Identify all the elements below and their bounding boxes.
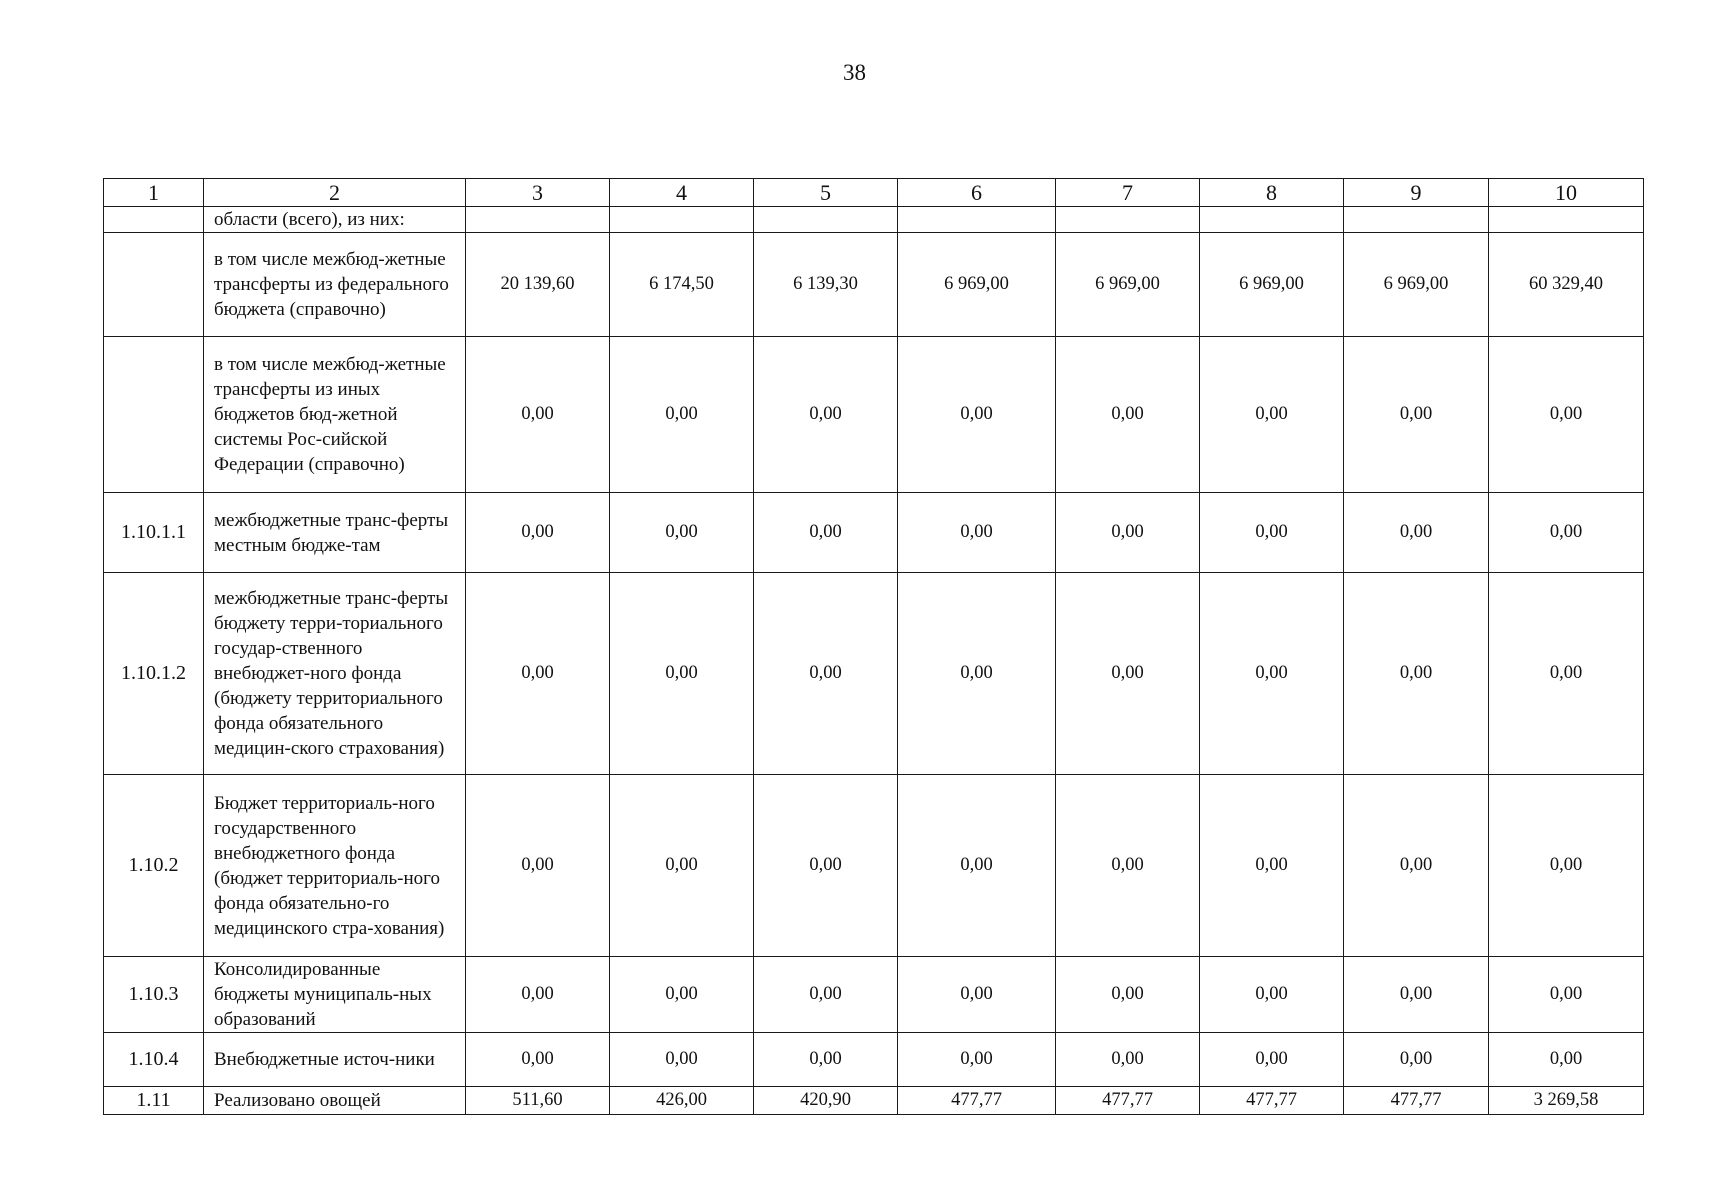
column-header: 1 (104, 179, 204, 207)
value-cell: 511,60 (466, 1087, 610, 1115)
row-description: межбюджетные транс-ферты бюджету терри-ториального государ-ственного внебюджет-ного фонда (бюджету территориального фонда обязательного медицин-ского страхования) (204, 573, 466, 775)
value-cell: 0,00 (898, 493, 1056, 573)
value-cell: 0,00 (1200, 775, 1344, 957)
value-cell: 0,00 (466, 337, 610, 493)
value-cell: 0,00 (1200, 337, 1344, 493)
value-cell: 477,77 (1200, 1087, 1344, 1115)
value-cell: 0,00 (1056, 493, 1200, 573)
table-row (104, 957, 1644, 1033)
column-header: 7 (1056, 179, 1200, 207)
value-cell: 0,00 (754, 775, 898, 957)
value-cell: 6 139,30 (754, 233, 898, 337)
value-cell: 0,00 (466, 957, 610, 1033)
table-row (104, 1033, 1644, 1087)
value-cell: 0,00 (1344, 775, 1489, 957)
column-header: 9 (1344, 179, 1489, 207)
row-description: Реализовано овощей (204, 1087, 466, 1115)
column-header: 5 (754, 179, 898, 207)
value-cell: 0,00 (1489, 775, 1644, 957)
row-code (104, 207, 204, 233)
value-cell: 0,00 (1056, 573, 1200, 775)
value-cell: 0,00 (1056, 1033, 1200, 1087)
value-cell: 0,00 (610, 775, 754, 957)
value-cell: 0,00 (754, 957, 898, 1033)
value-cell: 0,00 (898, 337, 1056, 493)
value-cell: 420,90 (754, 1087, 898, 1115)
row-code: 1.10.3 (104, 957, 204, 1033)
row-description: Бюджет территориаль-ного государственного внебюджетного фонда (бюджет территориаль-ного фонда обязательно-го медицинского стра-хования) (204, 775, 466, 957)
row-description: межбюджетные транс-ферты местным бюдже-там (204, 493, 466, 573)
value-cell: 0,00 (610, 337, 754, 493)
header-row (104, 179, 1644, 207)
row-code: 1.10.4 (104, 1033, 204, 1087)
row-code: 1.10.2 (104, 775, 204, 957)
value-cell: 60 329,40 (1489, 233, 1644, 337)
row-code: 1.10.1.2 (104, 573, 204, 775)
table-row (104, 775, 1644, 957)
value-cell (1344, 207, 1489, 233)
row-code (104, 233, 204, 337)
value-cell: 0,00 (610, 493, 754, 573)
value-cell: 3 269,58 (1489, 1087, 1644, 1115)
value-cell: 0,00 (1489, 337, 1644, 493)
value-cell: 0,00 (466, 1033, 610, 1087)
value-cell: 0,00 (1200, 957, 1344, 1033)
row-description: Внебюджетные источ-ники (204, 1033, 466, 1087)
value-cell: 0,00 (1489, 493, 1644, 573)
value-cell: 0,00 (1489, 573, 1644, 775)
column-header: 8 (1200, 179, 1344, 207)
row-description: Консолидированные бюджеты муниципаль-ных образований (204, 957, 466, 1033)
value-cell: 0,00 (610, 957, 754, 1033)
row-code (104, 337, 204, 493)
column-header: 2 (204, 179, 466, 207)
column-header: 3 (466, 179, 610, 207)
value-cell: 6 969,00 (898, 233, 1056, 337)
value-cell: 0,00 (466, 775, 610, 957)
value-cell: 0,00 (1200, 493, 1344, 573)
row-description: области (всего), из них: (204, 207, 466, 233)
row-description: в том числе межбюд-жетные трансферты из федерального бюджета (справочно) (204, 233, 466, 337)
value-cell: 6 969,00 (1344, 233, 1489, 337)
value-cell: 477,77 (1344, 1087, 1489, 1115)
value-cell (1489, 207, 1644, 233)
value-cell: 20 139,60 (466, 233, 610, 337)
value-cell: 0,00 (1056, 775, 1200, 957)
value-cell: 0,00 (466, 493, 610, 573)
value-cell: 0,00 (1344, 573, 1489, 775)
value-cell: 0,00 (610, 573, 754, 775)
value-cell: 0,00 (1489, 957, 1644, 1033)
row-code: 1.11 (104, 1087, 204, 1115)
value-cell: 0,00 (1056, 337, 1200, 493)
value-cell: 0,00 (898, 1033, 1056, 1087)
value-cell: 0,00 (1344, 957, 1489, 1033)
value-cell: 0,00 (898, 775, 1056, 957)
value-cell: 6 969,00 (1200, 233, 1344, 337)
value-cell: 0,00 (754, 337, 898, 493)
value-cell: 6 969,00 (1056, 233, 1200, 337)
value-cell (466, 207, 610, 233)
value-cell (1200, 207, 1344, 233)
table-row (104, 493, 1644, 573)
table-row (104, 337, 1644, 493)
row-description: в том числе межбюд-жетные трансферты из иных бюджетов бюд-жетной системы Рос-сийской Федерации (справочно) (204, 337, 466, 493)
value-cell: 426,00 (610, 1087, 754, 1115)
value-cell (610, 207, 754, 233)
value-cell (898, 207, 1056, 233)
table-row (104, 1087, 1644, 1115)
value-cell: 0,00 (610, 1033, 754, 1087)
value-cell: 0,00 (1344, 1033, 1489, 1087)
value-cell: 0,00 (898, 573, 1056, 775)
table-row (104, 573, 1644, 775)
row-code: 1.10.1.1 (104, 493, 204, 573)
value-cell: 0,00 (1200, 573, 1344, 775)
value-cell: 0,00 (1344, 337, 1489, 493)
value-cell: 0,00 (1200, 1033, 1344, 1087)
value-cell: 6 174,50 (610, 233, 754, 337)
table-row (104, 233, 1644, 337)
value-cell (754, 207, 898, 233)
value-cell: 0,00 (466, 573, 610, 775)
column-header: 4 (610, 179, 754, 207)
value-cell: 477,77 (1056, 1087, 1200, 1115)
value-cell: 0,00 (754, 493, 898, 573)
value-cell (1056, 207, 1200, 233)
value-cell: 0,00 (1489, 1033, 1644, 1087)
value-cell: 0,00 (754, 573, 898, 775)
value-cell: 477,77 (898, 1087, 1056, 1115)
value-cell: 0,00 (1344, 493, 1489, 573)
column-header: 6 (898, 179, 1056, 207)
value-cell: 0,00 (754, 1033, 898, 1087)
value-cell: 0,00 (1056, 957, 1200, 1033)
page-number: 38 (843, 60, 866, 85)
column-header: 10 (1489, 179, 1644, 207)
budget-table (103, 178, 1644, 1115)
table-row (104, 207, 1644, 233)
value-cell: 0,00 (898, 957, 1056, 1033)
